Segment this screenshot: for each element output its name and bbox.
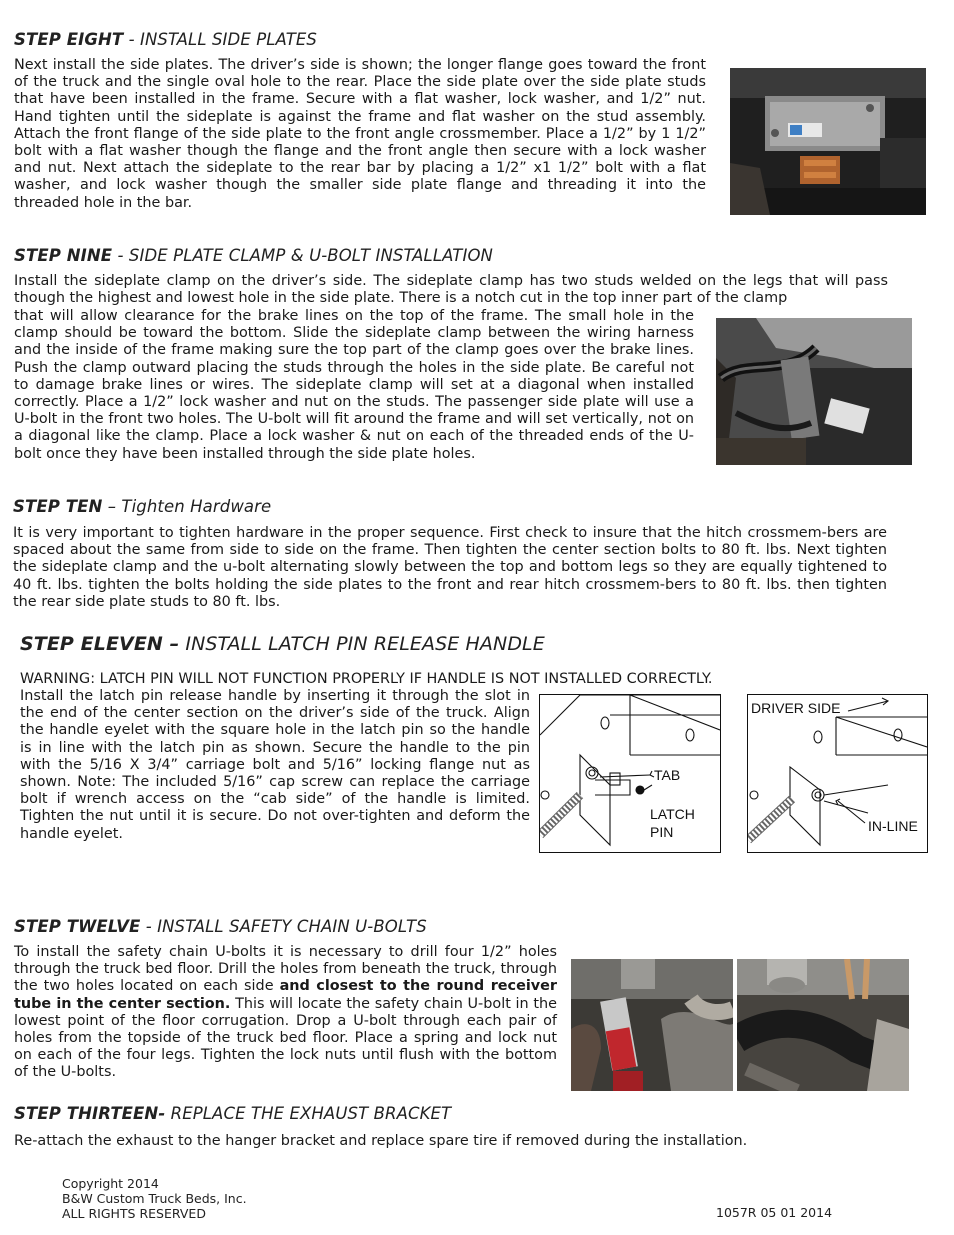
- step-eight-title: STEP EIGHT: [14, 30, 124, 49]
- step-eight-heading: [14, 30, 317, 49]
- latch-label-line1: LATCH: [650, 806, 695, 822]
- company-text: B&W Custom Truck Beds, Inc.: [62, 1191, 247, 1206]
- step-thirteen-heading: [14, 1104, 451, 1123]
- step-nine-heading: [14, 246, 493, 265]
- step-twelve-title: STEP TWELVE: [14, 917, 141, 936]
- in-line-label: IN-LINE: [868, 818, 918, 834]
- step-twelve-text: [14, 944, 557, 1082]
- footer-copyright-block: [62, 1176, 247, 1221]
- rights-text: ALL RIGHTS RESERVED: [62, 1206, 206, 1221]
- step-ten-heading: [13, 497, 271, 516]
- step-eleven-text: Install the latch pin release handle by inserting it through the slot in the end of the center section on the driver’s side of the truck. Align the handle eyelet with the square hole in the latch pin so the handle is in line with the latch pin as shown. Secure the handle to the pin with the 5/16 X 3/4” carriage bolt and 5/16” locking flange nut as shown. Note: The included 5/16” cap screw can replace the carriage bolt if wrench access on the “cab side” of the handle is limited. Tighten the nut until it is secure. Do not over-tighten and deform the handle eyelet.: [20, 688, 530, 842]
- step-ten-title: STEP TEN: [13, 497, 103, 516]
- drilling-photo: [571, 959, 733, 1091]
- step-ten-subtitle: – Tighten Hardware: [102, 497, 272, 516]
- latch-label-line2: PIN: [650, 824, 674, 840]
- step-nine-text-top: Install the sideplate clamp on the driver’s side. The sideplate clamp has two studs welded on the legs that will pass though the highest and lowest hole in the side plate. There is a notch cut in the top inner part of the clamp: [14, 273, 888, 307]
- step-eight-subtitle: - INSTALL SIDE PLATES: [123, 30, 317, 49]
- step-eleven-heading: [20, 633, 545, 655]
- step-twelve-text-b: This will locate the safety chain U-bolt in the lowest point of the floor corrugation. Drop a U-bolt through each pair of holes from the topside of the truck bed floor. Place a spring and lock nut on each of the four legs. Tighten the lock nuts until flush with the bottom of the U-bolts.: [14, 995, 557, 1081]
- step-thirteen-subtitle: REPLACE THE EXHAUST BRACKET: [165, 1104, 452, 1123]
- step-eleven-subtitle: INSTALL LATCH PIN RELEASE HANDLE: [179, 633, 545, 655]
- step-twelve-text-a: To install the safety chain U-bolts it is necessary to drill four 1/2” holes through the truck bed floor. Drill the holes from beneath the truck, through the two holes located on each side: [14, 944, 557, 995]
- step-twelve-heading: [14, 917, 427, 936]
- step-eleven-title: STEP ELEVEN –: [20, 633, 180, 655]
- step-nine-text-side: that will allow clearance for the brake lines on the top of the frame. The small hole in the clamp should be toward the bottom. Slide the sideplate clamp between the wiring harness and the inside of the frame making sure the top part of the clamp goes over the brake lines. Push the clamp outward placing the studs through the holes in the side plate. Be careful not to damage brake lines or wires. The sideplate clamp will set at a diagonal when installed correctly. Place a 1/2” lock washer and nut on the studs. The passenger side plate will use a U-bolt in the front two holes. The U-bolt will fit around the frame and will set vertically, not on a diagonal like the clamp. Place a lock washer & nut on each of the threaded ends of the U-bolt once they have been installed through the side plate holes.: [14, 308, 694, 462]
- latch-pin-diagram-inline: [747, 694, 928, 853]
- step-twelve-text-bold: and closest to the round receiver tube in the center section.: [14, 978, 558, 1012]
- step-nine-title: STEP NINE: [14, 246, 113, 265]
- side-plate-photo: [730, 68, 926, 215]
- driver-side-label: DRIVER SIDE: [751, 700, 841, 716]
- step-nine-subtitle: - SIDE PLATE CLAMP & U-BOLT INSTALLATION: [112, 246, 493, 265]
- step-thirteen-text: Re-attach the exhaust to the hanger bracket and replace spare tire if removed during the installation.: [14, 1133, 748, 1149]
- sideplate-clamp-photo: [716, 318, 912, 465]
- u-bolt-photo: [737, 959, 909, 1091]
- step-eight-text: Next install the side plates. The driver’s side is shown; the longer flange goes toward the front of the truck and the single oval hole to the rear. Place the side plate over the side plate studs that have been installed in the frame. Secure with a flat washer, lock washer, and 1/2” nut. Hand tighten until the sideplate is against the frame and flat washer on the stud assembly. Attach the front flange of the side plate to the front angle crossmember. Place a 1/2” by 1 1/2” bolt with a flat washer though the flange and the front angle then secure with a lock washer and nut. Next attach the sideplate to the rear bar by placing a 1/2” x1 1/2” bolt with a flat washer, and lock washer though the smaller side plate flange and threading it into the threaded hole in the bar.: [14, 57, 706, 211]
- copyright-text: Copyright 2014: [62, 1176, 159, 1191]
- latch-pin-diagram-tab: [539, 694, 721, 853]
- step-eleven-warning: WARNING: LATCH PIN WILL NOT FUNCTION PROPERLY IF HANDLE IS NOT INSTALLED CORRECTLY.: [20, 671, 713, 687]
- document-code: 1057R 05 01 2014: [716, 1205, 833, 1220]
- step-twelve-subtitle: - INSTALL SAFETY CHAIN U-BOLTS: [140, 917, 427, 936]
- step-ten-text: It is very important to tighten hardware in the proper sequence. First check to insure that the hitch crossmem-bers are spaced about the same from side to side on the frame. Then tighten the center section bolts to 80 ft. lbs. Next tighten the sideplate clamp and the u-bolt alternating slowly between the top and bottom legs so they are equally tightened to 40 ft. lbs. tighten the bolts holding the side plates to the front and rear hitch crossmem-bers to 80 ft. lbs. then tighten the rear side plate studs to 80 ft. lbs.: [13, 525, 887, 610]
- step-thirteen-title: STEP THIRTEEN-: [14, 1104, 166, 1123]
- tab-label: TAB: [654, 767, 681, 783]
